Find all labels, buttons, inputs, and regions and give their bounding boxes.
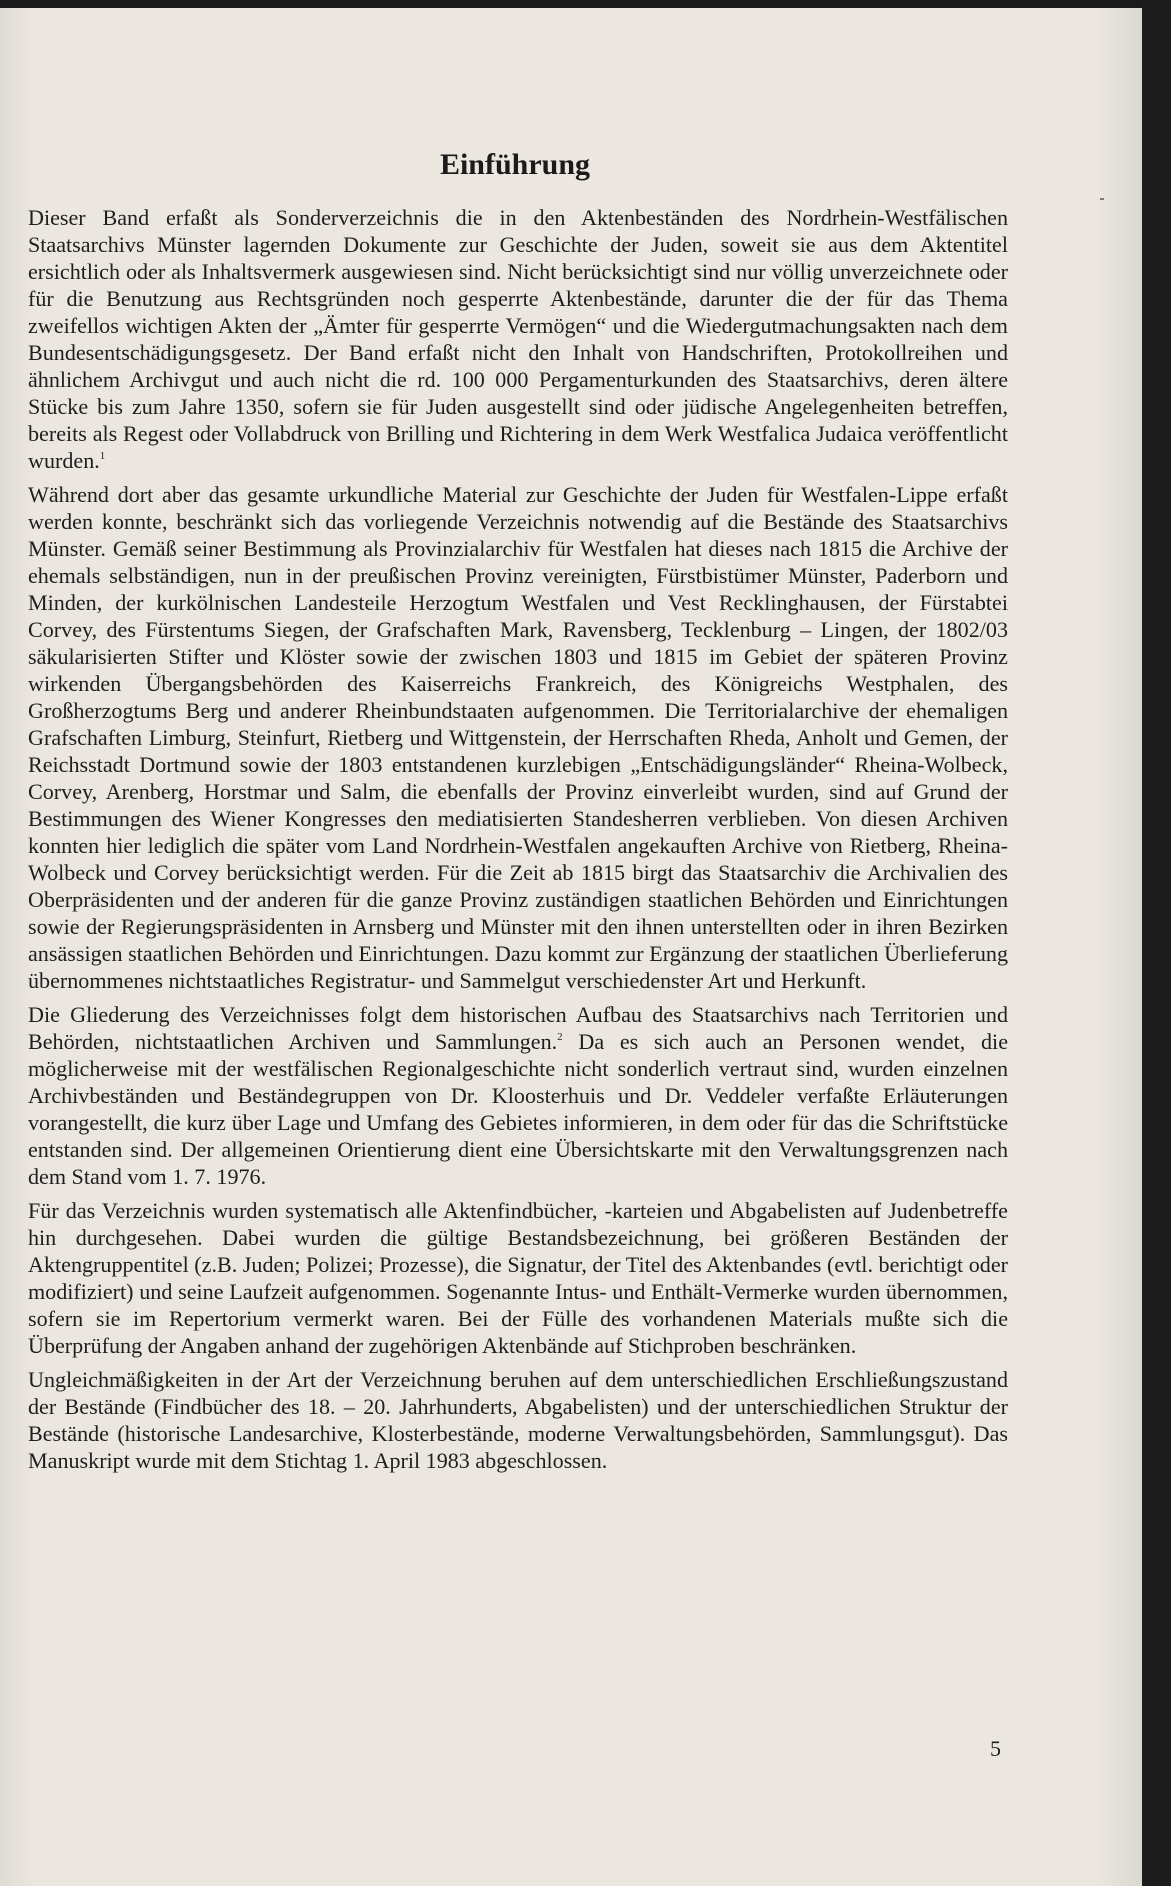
paragraph-text: Während dort aber das gesamte urkundliche Material zur Geschichte der Juden für Westfalen-Lippe erfaßt werden konnte, beschränkt sich das vorliegende Verzeichnis notwendig auf die Bestände des Staatsarchivs Münster. Gemäß seiner Bestimmung als Provinzialarchiv für Westfalen hat dieses nach 1815 die Archive der ehemals selbständigen, nun in der preußischen Provinz vereinigten, Fürstbistümer Münster, Paderborn und Minden, der kurkölnischen Landesteile Herzogtum Westfalen und Vest Recklinghausen, der Fürstabtei Corvey, des Fürstentums Siegen, der Grafschaften Mark, Ravensberg, Tecklenburg – Lingen, der 1802/03 säkularisierten Stifter und Klöster sowie der zwischen 1803 und 1815 im Gebiet der späteren Provinz wirkenden Übergangsbehörden des Kaiserreichs Frankreich, des Königreichs Westphalen, des Großherzogtums Berg und anderer Rheinbundstaaten aufgenommen. Die Territorialarchive der ehemaligen Grafschaften Limburg, Steinfurt, Rietberg und Wittgenstein, der Herrschaften Rheda, Anholt und Gemen, der Reichsstadt Dortmund sowie der 1803 entstandenen kurzlebigen „Entschädigungsländer“ Rheina-Wolbeck, Corvey, Arenberg, Horstmar und Salm, die ebenfalls der Provinz einverleibt wurden, sind auf Grund der Bestimmungen des Wiener Kongresses den mediatisierten Standesherren verblieben. Von diesen Archiven konnten hier lediglich die später vom Land Nordrhein-Westfalen angekauften Archive von Rietberg, Rheina-Wolbeck und Corvey berücksichtigt werden. Für die Zeit ab 1815 birgt das Staatsarchiv die Archivalien des Oberpräsidenten und der anderen für die ganze Provinz zuständigen staatlichen Behörden und Einrichtungen sowie der Regierungspräsidenten in Arnsberg und Münster mit den ihnen unterstellten oder in ihren Bezirken ansässigen staatlichen Behörden und Einrichtungen. Dazu kommt zur Ergänzung der staatlichen Überlieferung übernommenes nichtstaatliches Registratur- und Sammelgut verschiedenster Art und Herkunft. xyxy=(28,482,1008,993)
paragraph-text: Für das Verzeichnis wurden systematisch alle Aktenfindbücher, -karteien und Abgabelisten auf Judenbetreffe hin durchgesehen. Dabei wurden die gültige Bestandsbezeichnung, bei größeren Beständen der Aktengruppentitel (z.B. Juden; Polizei; Prozesse), die Signatur, der Titel des Aktenbandes (evtl. berichtigt oder modifiziert) und seine Laufzeit aufgenommen. Sogenannte Intus- und Enthält-Vermerke wurden übernommen, sofern sie im Repertorium vermerkt waren. Bei der Fülle des vorhandenen Materials mußte sich die Überprüfung der Angaben anhand der zugehörigen Aktenbände auf Stichproben beschränken. xyxy=(28,1198,1008,1358)
footnote-marker: 1 xyxy=(99,450,106,462)
body-text xyxy=(28,204,1008,1481)
book-page xyxy=(0,8,1142,1886)
paragraph-text-continued: Da es sich auch an Personen wendet, die möglicherweise mit der westfälischen Regionalgeschichte nicht sonderlich vertraut sind, wurden einzelnen Archivbeständen und Beständegruppen von Dr. Kloosterhuis und Dr. Veddeler verfaßte Erläuterungen vorangestellt, die kurz über Lage und Umfang des Gebietes informieren, in dem oder für das die Schriftstücke entstanden sind. Der allgemeinen Orientierung dient eine Übersichtskarte mit den Verwaltungsgrenzen nach dem Stand vom 1. 7. 1976. xyxy=(28,1029,1008,1189)
page-number: 5 xyxy=(990,1736,1001,1761)
footnote-marker: 2 xyxy=(557,1031,563,1043)
paragraph-text: Ungleichmäßigkeiten in der Art der Verzeichnung beruhen auf dem unterschiedlichen Erschließungszustand der Bestände (Findbücher des 18. – 20. Jahrhunderts, Abgabelisten) und der unterschiedlichen Struktur der Bestände (historische Landesarchive, Klosterbestände, moderne Verwaltungsbehörden, Sammlungsgut). Das Manuskript wurde mit dem Stichtag 1. April 1983 abgeschlossen. xyxy=(28,1367,1008,1473)
scan-speck xyxy=(1100,198,1104,200)
paragraph-4 xyxy=(28,1197,1008,1359)
page-heading: Einführung xyxy=(439,148,591,181)
paragraph-text: Dieser Band erfaßt als Sonderverzeichnis die in den Aktenbeständen des Nordrhein-Westfälischen Staatsarchivs Münster lagernden Dokumente zur Geschichte der Juden, soweit sie aus dem Aktentitel ersichtlich oder als Inhaltsvermerk ausgewiesen sind. Nicht berücksichtigt sind nur völlig unverzeichnete oder für die Benutzung aus Rechtsgründen noch gesperrte Aktenbestände, darunter die der für das Thema zweifellos wichtigen Akten der „Ämter für gesperrte Vermögen“ und die Wiedergutmachungsakten nach dem Bundesentschädigungsgesetz. Der Band erfaßt nicht den Inhalt von Handschriften, Protokollreihen und ähnlichem Archivgut und auch nicht die rd. 100 000 Pergamenturkunden des Staatsarchivs, deren ältere Stücke bis zum Jahre 1350, sofern sie für Juden ausgestellt sind oder jüdische Angelegenheiten betreffen, bereits als Regest oder Vollabdruck von Brilling und Richtering in dem Werk Westfalica Judaica veröffentlicht wurden. xyxy=(28,205,1008,473)
paragraph-5 xyxy=(28,1366,1008,1474)
paragraph-3 xyxy=(28,1001,1008,1190)
scan-edge-shadow xyxy=(1142,0,1171,1886)
paragraph-1 xyxy=(28,204,1008,474)
paragraph-text: Die Gliederung des Verzeichnisses folgt dem historischen Aufbau des Staatsarchivs nach Territorien und Behörden, nichtstaatlichen Archiven und Sammlungen. xyxy=(28,1002,1008,1054)
paragraph-2 xyxy=(28,481,1008,994)
